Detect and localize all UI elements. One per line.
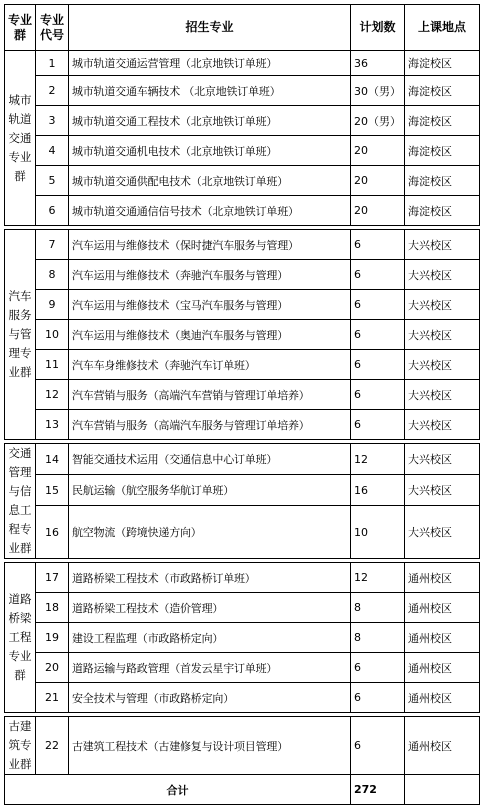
header-plan: 计划数 (351, 5, 405, 51)
plan-count: 12 (351, 563, 405, 593)
major-code: 2 (36, 76, 69, 106)
major-name: 城市轨道交通工程技术（北京地铁订单班） (69, 106, 351, 136)
table-row (5, 653, 480, 683)
total-label: 合计 (5, 775, 351, 805)
table-row (5, 683, 480, 713)
campus-location: 大兴校区 (405, 380, 480, 410)
major-code: 6 (36, 196, 69, 226)
major-name: 城市轨道交通运营管理（北京地铁订单班） (69, 51, 351, 76)
major-code: 15 (36, 475, 69, 506)
major-name: 安全技术与管理（市政路桥定向） (69, 683, 351, 713)
table-body (5, 51, 480, 775)
major-name: 城市轨道交通车辆技术 （北京地铁订单班） (69, 76, 351, 106)
campus-location: 大兴校区 (405, 230, 480, 260)
enrollment-table (4, 4, 480, 805)
header-location: 上课地点 (405, 5, 480, 51)
header-major: 招生专业 (69, 5, 351, 51)
group-name-cell: 古建筑专业群 (5, 717, 36, 775)
group-name-cell: 道路桥梁工程专业群 (5, 563, 36, 713)
major-name: 汽车运用与维修技术（奥迪汽车服务与管理） (69, 320, 351, 350)
major-code: 8 (36, 260, 69, 290)
plan-count: 6 (351, 230, 405, 260)
campus-location: 海淀校区 (405, 166, 480, 196)
major-name: 道路桥梁工程技术（造价管理） (69, 593, 351, 623)
major-name: 城市轨道交通供配电技术（北京地铁订单班） (69, 166, 351, 196)
major-code: 12 (36, 380, 69, 410)
campus-location: 大兴校区 (405, 320, 480, 350)
table-row (5, 563, 480, 593)
major-code: 9 (36, 290, 69, 320)
major-name: 汽车运用与维修技术（保时捷汽车服务与管理） (69, 230, 351, 260)
campus-location: 通州校区 (405, 683, 480, 713)
table-row (5, 350, 480, 380)
campus-location: 大兴校区 (405, 506, 480, 559)
plan-count: 36 (351, 51, 405, 76)
plan-count: 20 (351, 166, 405, 196)
group-name-cell: 汽车服务与管理专业群 (5, 230, 36, 440)
major-code: 13 (36, 410, 69, 440)
table-header-row (5, 5, 480, 51)
campus-location: 通州校区 (405, 593, 480, 623)
major-code: 4 (36, 136, 69, 166)
campus-location: 大兴校区 (405, 350, 480, 380)
table-row (5, 136, 480, 166)
plan-count: 12 (351, 444, 405, 475)
total-value: 272 (351, 775, 405, 805)
major-name: 航空物流（跨境快递方向） (69, 506, 351, 559)
group-name-cell: 城市轨道交通专业群 (5, 51, 36, 226)
table-row (5, 444, 480, 475)
plan-count: 6 (351, 653, 405, 683)
plan-count: 6 (351, 350, 405, 380)
plan-count: 8 (351, 593, 405, 623)
plan-count: 30（男） (351, 76, 405, 106)
plan-count: 6 (351, 717, 405, 775)
major-code: 20 (36, 653, 69, 683)
plan-count: 20（男） (351, 106, 405, 136)
header-code: 专业代号 (36, 5, 69, 51)
table-row (5, 76, 480, 106)
campus-location: 海淀校区 (405, 51, 480, 76)
table-row (5, 290, 480, 320)
major-code: 17 (36, 563, 69, 593)
major-code: 16 (36, 506, 69, 559)
major-name: 汽车运用与维修技术（宝马汽车服务与管理） (69, 290, 351, 320)
table-row (5, 380, 480, 410)
campus-location: 通州校区 (405, 563, 480, 593)
table-row (5, 106, 480, 136)
plan-count: 20 (351, 136, 405, 166)
plan-count: 8 (351, 623, 405, 653)
plan-count: 20 (351, 196, 405, 226)
total-empty-cell (405, 775, 480, 805)
campus-location: 大兴校区 (405, 444, 480, 475)
major-name: 智能交通技术运用（交通信息中心订单班） (69, 444, 351, 475)
table-row (5, 196, 480, 226)
major-code: 3 (36, 106, 69, 136)
major-name: 道路运输与路政管理（首发云星宇订单班） (69, 653, 351, 683)
table-row (5, 475, 480, 506)
campus-location: 大兴校区 (405, 410, 480, 440)
major-code: 22 (36, 717, 69, 775)
major-name: 古建筑工程技术（古建修复与设计项目管理） (69, 717, 351, 775)
major-code: 11 (36, 350, 69, 380)
plan-count: 10 (351, 506, 405, 559)
major-name: 建设工程监理（市政路桥定向） (69, 623, 351, 653)
major-code: 19 (36, 623, 69, 653)
table-row (5, 320, 480, 350)
campus-location: 海淀校区 (405, 196, 480, 226)
table-row (5, 623, 480, 653)
table-row (5, 166, 480, 196)
table-row (5, 593, 480, 623)
campus-location: 通州校区 (405, 623, 480, 653)
table-row (5, 260, 480, 290)
group-name-cell: 交通管理与信息工程专业群 (5, 444, 36, 559)
major-name: 民航运输（航空服务华航订单班） (69, 475, 351, 506)
campus-location: 通州校区 (405, 717, 480, 775)
major-code: 21 (36, 683, 69, 713)
major-name: 城市轨道交通机电技术（北京地铁订单班） (69, 136, 351, 166)
major-code: 18 (36, 593, 69, 623)
campus-location: 海淀校区 (405, 136, 480, 166)
table-row (5, 51, 480, 76)
table-row (5, 230, 480, 260)
plan-count: 6 (351, 290, 405, 320)
plan-count: 6 (351, 260, 405, 290)
major-code: 7 (36, 230, 69, 260)
campus-location: 海淀校区 (405, 76, 480, 106)
table-row (5, 410, 480, 440)
campus-location: 大兴校区 (405, 475, 480, 506)
plan-count: 6 (351, 683, 405, 713)
major-name: 城市轨道交通通信信号技术（北京地铁订单班） (69, 196, 351, 226)
major-name: 道路桥梁工程技术（市政路桥订单班） (69, 563, 351, 593)
major-name: 汽车运用与维修技术（奔驰汽车服务与管理） (69, 260, 351, 290)
plan-count: 6 (351, 410, 405, 440)
major-code: 14 (36, 444, 69, 475)
plan-count: 6 (351, 320, 405, 350)
major-code: 1 (36, 51, 69, 76)
header-group: 专业群 (5, 5, 36, 51)
major-name: 汽车营销与服务（高端汽车营销与管理订单培养） (69, 380, 351, 410)
major-name: 汽车营销与服务（高端汽车服务与管理订单培养） (69, 410, 351, 440)
major-code: 5 (36, 166, 69, 196)
campus-location: 海淀校区 (405, 106, 480, 136)
total-row (5, 775, 480, 805)
plan-count: 16 (351, 475, 405, 506)
major-name: 汽车车身维修技术（奔驰汽车订单班） (69, 350, 351, 380)
plan-count: 6 (351, 380, 405, 410)
table-row (5, 717, 480, 775)
table-row (5, 506, 480, 559)
campus-location: 大兴校区 (405, 260, 480, 290)
major-code: 10 (36, 320, 69, 350)
campus-location: 通州校区 (405, 653, 480, 683)
campus-location: 大兴校区 (405, 290, 480, 320)
